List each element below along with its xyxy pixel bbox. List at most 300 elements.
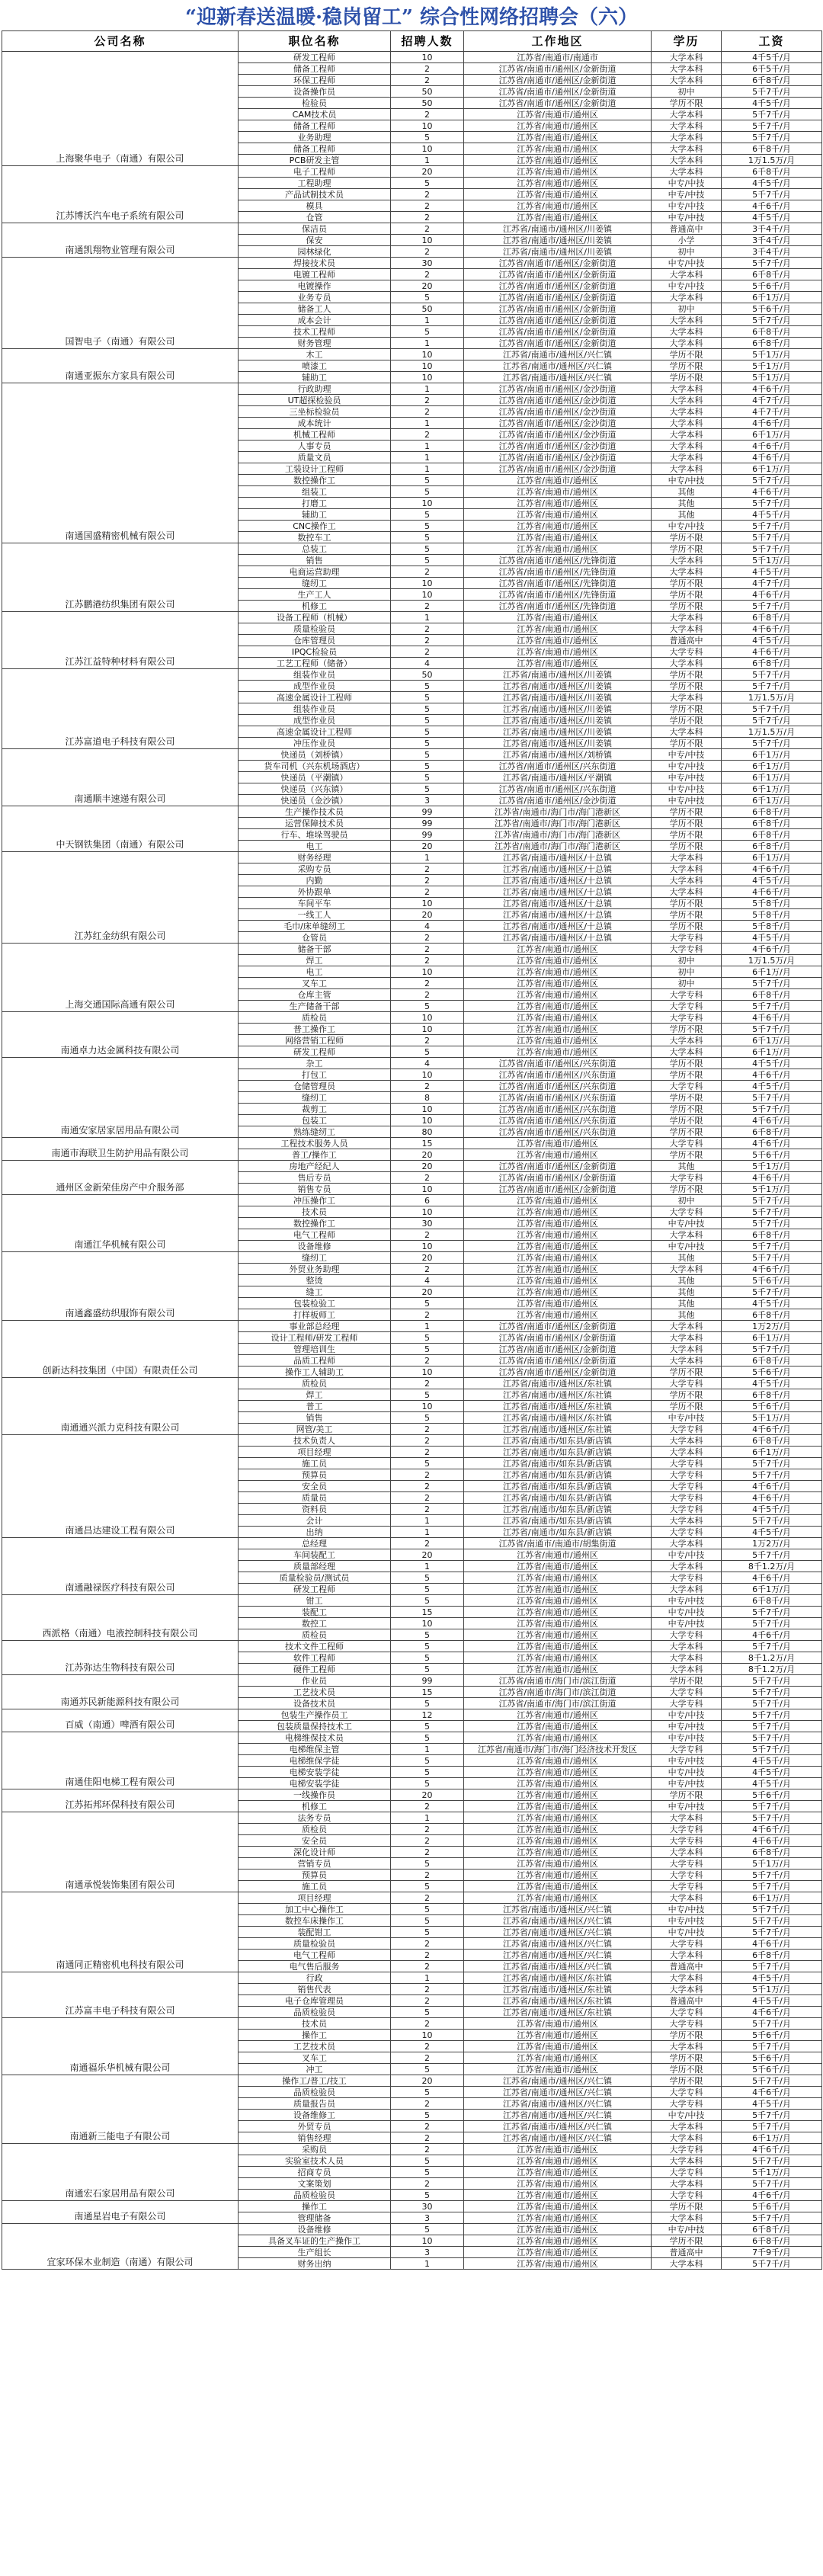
location-cell: 江苏省/南通市/通州区 — [464, 1721, 652, 1732]
salary-cell: 4千5千/月 — [722, 212, 822, 223]
position-cell: 生产工人 — [239, 589, 391, 601]
position-cell: 电气工程师 — [239, 1229, 391, 1241]
education-cell: 中专/中技 — [652, 749, 722, 761]
salary-cell: 6千8千/月 — [722, 1389, 822, 1401]
location-cell: 江苏省/南通市/通州区 — [464, 2178, 652, 2190]
position-cell: 成本会计 — [239, 315, 391, 326]
position-cell: 电梯维保学徒 — [239, 1755, 391, 1767]
company-name-cell: 通州区金新荣佳房产中介服务部 — [2, 1161, 239, 1195]
headcount-cell: 3 — [391, 2247, 464, 2258]
location-cell: 江苏省/南通市/通州区/十总镇 — [464, 863, 652, 875]
location-cell: 江苏省/南通市/通州区 — [464, 2018, 652, 2030]
salary-cell: 4千5千/月 — [722, 1378, 822, 1389]
location-cell: 江苏省/南通市/通州区 — [464, 1812, 652, 1824]
company-name-cell: 南通融禄医疗科技有限公司 — [2, 1538, 239, 1595]
position-cell: 操作工人辅助工 — [239, 1366, 391, 1378]
location-cell: 江苏省/南通市/如东县/新店镇 — [464, 1435, 652, 1447]
location-cell: 江苏省/南通市/通州区 — [464, 978, 652, 989]
salary-cell: 4千6千/月 — [722, 2007, 822, 2018]
headcount-cell: 30 — [391, 1218, 464, 1229]
location-cell: 江苏省/南通市/通州区 — [464, 543, 652, 555]
education-cell: 中专/中技 — [652, 795, 722, 806]
education-cell: 大学本科 — [652, 1892, 722, 1904]
company-name-cell: 国智电子（南通）有限公司 — [2, 258, 239, 349]
salary-cell: 5千7千/月 — [722, 1618, 822, 1629]
salary-cell: 1万1.5万/月 — [722, 155, 822, 166]
headcount-cell: 5 — [391, 2167, 464, 2178]
salary-cell: 5千7千/月 — [722, 543, 822, 555]
salary-cell: 5千6千/月 — [722, 280, 822, 292]
headcount-cell: 1 — [391, 463, 464, 475]
location-cell: 江苏省/南通市/通州区/兴仁镇 — [464, 1915, 652, 1927]
salary-cell: 5千7千/月 — [722, 1721, 822, 1732]
position-cell: 工装设计工程师 — [239, 463, 391, 475]
education-cell: 其他 — [652, 1309, 722, 1321]
headcount-cell: 2 — [391, 1504, 464, 1515]
position-cell: 设备维修 — [239, 2224, 391, 2235]
location-cell: 江苏省/南通市/通州区/金新街道 — [464, 258, 652, 269]
education-cell: 大学专科 — [652, 1938, 722, 1950]
table-row — [2, 1789, 822, 1801]
table-row — [2, 944, 822, 955]
location-cell: 江苏省/南通市/通州区 — [464, 1892, 652, 1904]
headcount-cell: 10 — [391, 1104, 464, 1115]
headcount-cell: 4 — [391, 1275, 464, 1286]
location-cell: 江苏省/南通市/通州区 — [464, 2190, 652, 2201]
headcount-cell: 5 — [391, 509, 464, 521]
location-cell: 江苏省/南通市/通州区/兴东街道 — [464, 1126, 652, 1138]
education-cell: 大学专科 — [652, 2098, 722, 2110]
headcount-cell: 2 — [391, 2041, 464, 2052]
location-cell: 江苏省/南通市/南通市 — [464, 52, 652, 63]
education-cell: 其他 — [652, 1286, 722, 1298]
table-row — [2, 1195, 822, 1206]
job-table-body — [2, 52, 822, 2270]
position-cell: 包装工 — [239, 1115, 391, 1126]
headcount-cell: 2 — [391, 2018, 464, 2030]
education-cell: 中专/中技 — [652, 1778, 722, 1789]
headcount-cell: 2 — [391, 1984, 464, 1995]
education-cell: 学历不限 — [652, 1149, 722, 1161]
headcount-cell: 20 — [391, 1252, 464, 1264]
headcount-cell: 10 — [391, 1241, 464, 1252]
position-cell: 数控操作工 — [239, 475, 391, 486]
location-cell: 江苏省/南通市/通州区 — [464, 1595, 652, 1607]
position-cell: 生产组长 — [239, 2247, 391, 2258]
headcount-cell: 15 — [391, 1687, 464, 1698]
headcount-cell: 2 — [391, 601, 464, 612]
headcount-cell: 3 — [391, 2212, 464, 2224]
salary-cell: 5千7千/月 — [722, 1024, 822, 1035]
salary-cell: 6千8千/月 — [722, 1847, 822, 1858]
location-cell: 江苏省/南通市/通州区 — [464, 635, 652, 646]
headcount-cell: 5 — [391, 2190, 464, 2201]
position-cell: 售后专员 — [239, 1172, 391, 1184]
salary-cell: 4千7千/月 — [722, 406, 822, 418]
salary-cell: 4千6千/月 — [722, 486, 822, 498]
location-cell: 江苏省/南通市/通州区 — [464, 612, 652, 623]
position-cell: 研发工程师 — [239, 1046, 391, 1058]
location-cell: 江苏省/南通市/通州区/金新街道 — [464, 1172, 652, 1184]
company-name-cell: 江苏江益特种材料有限公司 — [2, 612, 239, 669]
salary-cell: 5千7千/月 — [722, 1881, 822, 1892]
location-cell: 江苏省/南通市/通州区/东社镇 — [464, 1972, 652, 1984]
location-cell: 江苏省/南通市/通州区/川姜镇 — [464, 738, 652, 749]
position-cell: 硬件工程师 — [239, 1664, 391, 1675]
location-cell: 江苏省/南通市/通州区/川姜镇 — [464, 223, 652, 235]
headcount-cell: 2 — [391, 1481, 464, 1492]
education-cell: 大学本科 — [652, 338, 722, 349]
salary-cell: 5千7千/月 — [722, 1469, 822, 1481]
position-cell: 车间装配工 — [239, 1549, 391, 1561]
salary-cell: 6千1万/月 — [722, 749, 822, 761]
salary-cell: 5千7千/月 — [722, 1904, 822, 1915]
salary-cell: 4千6千/月 — [722, 2190, 822, 2201]
education-cell: 学历不限 — [652, 703, 722, 715]
location-cell: 江苏省/南通市/通州区/东社镇 — [464, 1412, 652, 1424]
salary-cell: 5千7千/月 — [722, 2178, 822, 2190]
location-cell: 江苏省/南通市/通州区/先锋街道 — [464, 555, 652, 566]
education-cell: 大学本科 — [652, 1847, 722, 1858]
position-cell: 销售专员 — [239, 1184, 391, 1195]
headcount-cell: 10 — [391, 360, 464, 372]
education-cell: 学历不限 — [652, 1092, 722, 1104]
education-cell: 学历不限 — [652, 829, 722, 841]
location-cell: 江苏省/南通市/通州区 — [464, 1607, 652, 1618]
position-cell: 普工操作工 — [239, 1024, 391, 1035]
salary-cell: 4千6千/月 — [722, 1138, 822, 1149]
headcount-cell: 10 — [391, 52, 464, 63]
position-cell: PCB研发主管 — [239, 155, 391, 166]
salary-cell: 4千6千/月 — [722, 1264, 822, 1275]
salary-cell: 5千7千/月 — [722, 315, 822, 326]
position-cell: 营销专员 — [239, 1858, 391, 1870]
location-cell: 江苏省/南通市/如东县/新店镇 — [464, 1481, 652, 1492]
headcount-cell: 20 — [391, 909, 464, 921]
education-cell: 学历不限 — [652, 1389, 722, 1401]
location-cell: 江苏省/南通市/通州区 — [464, 2212, 652, 2224]
headcount-cell: 2 — [391, 2144, 464, 2155]
location-cell: 江苏省/南通市/通州区 — [464, 1012, 652, 1024]
education-cell: 大学本科 — [652, 566, 722, 578]
position-cell: 房地产经纪人 — [239, 1161, 391, 1172]
company-name-cell: 百威（南通）啤酒有限公司 — [2, 1709, 239, 1732]
location-cell: 江苏省/南通市/通州区 — [464, 1264, 652, 1275]
headcount-cell: 4 — [391, 658, 464, 669]
salary-cell: 1万2万/月 — [722, 1538, 822, 1549]
location-cell: 江苏省/南通市/通州区 — [464, 212, 652, 223]
education-cell: 大学本科 — [652, 658, 722, 669]
position-cell: 财务经理 — [239, 852, 391, 863]
headcount-cell: 5 — [391, 681, 464, 692]
position-cell: 施工员 — [239, 1881, 391, 1892]
position-cell: 叉车工 — [239, 2052, 391, 2064]
salary-cell: 4千6千/月 — [722, 1172, 822, 1184]
headcount-cell: 2 — [391, 2132, 464, 2144]
education-cell: 大学专科 — [652, 1138, 722, 1149]
headcount-cell: 3 — [391, 795, 464, 806]
salary-cell: 4千6千/月 — [722, 589, 822, 601]
headcount-cell: 2 — [391, 886, 464, 898]
salary-cell: 5千7千/月 — [722, 2018, 822, 2030]
education-cell: 大学本科 — [652, 395, 722, 406]
position-cell: 研发工程师 — [239, 52, 391, 63]
education-cell: 中专/中技 — [652, 1241, 722, 1252]
location-cell: 江苏省/南通市/通州区 — [464, 109, 652, 120]
location-cell: 江苏省/南通市/通州区/川姜镇 — [464, 235, 652, 246]
company-name-cell: 南通昌达建设工程有限公司 — [2, 1435, 239, 1538]
company-name-cell: 江苏富丰电子科技有限公司 — [2, 1972, 239, 2018]
location-cell: 江苏省/南通市/通州区/十总镇 — [464, 932, 652, 944]
position-cell: 高速金属设计工程师 — [239, 692, 391, 703]
education-cell: 大学专科 — [652, 989, 722, 1001]
table-row — [2, 2018, 822, 2030]
education-cell: 中专/中技 — [652, 280, 722, 292]
salary-cell: 4千6千/月 — [722, 1012, 822, 1024]
position-cell: 成型作业员 — [239, 715, 391, 726]
education-cell: 大学专科 — [652, 1698, 722, 1709]
location-cell: 江苏省/南通市/通州区 — [464, 1709, 652, 1721]
position-cell: 工艺工程师（储备） — [239, 658, 391, 669]
location-cell: 江苏省/南通市/通州区 — [464, 646, 652, 658]
position-cell: 事业部总经理 — [239, 1321, 391, 1332]
salary-cell: 5千7千/月 — [722, 738, 822, 749]
headcount-cell: 30 — [391, 258, 464, 269]
salary-cell: 5千7千/月 — [722, 1915, 822, 1927]
education-cell: 大学本科 — [652, 886, 722, 898]
position-cell: 打样板师工 — [239, 1309, 391, 1321]
salary-cell: 3千4千/月 — [722, 235, 822, 246]
education-cell: 大学专科 — [652, 1081, 722, 1092]
position-cell: 设备维修 — [239, 1241, 391, 1252]
location-cell: 江苏省/南通市/通州区 — [464, 1149, 652, 1161]
education-cell: 学历不限 — [652, 921, 722, 932]
location-cell: 江苏省/南通市/通州区 — [464, 2144, 652, 2155]
position-cell: 销售 — [239, 1412, 391, 1424]
education-cell: 大学本科 — [652, 463, 722, 475]
headcount-cell: 1 — [391, 1515, 464, 1527]
location-cell: 江苏省/南通市/通州区/金新街道 — [464, 75, 652, 86]
education-cell: 大学本科 — [652, 612, 722, 623]
education-cell: 学历不限 — [652, 372, 722, 383]
location-cell: 江苏省/南通市/通州区/十总镇 — [464, 875, 652, 886]
header-salary: 工资 — [722, 31, 822, 52]
education-cell: 大学专科 — [652, 1172, 722, 1184]
table-row — [2, 612, 822, 623]
table-row — [2, 383, 822, 395]
salary-cell: 5千7千/月 — [722, 189, 822, 200]
location-cell: 江苏省/南通市/通州区 — [464, 2167, 652, 2178]
location-cell: 江苏省/南通市/通州区/兴仁镇 — [464, 372, 652, 383]
position-cell: 总经理 — [239, 1538, 391, 1549]
position-cell: 数控工 — [239, 1618, 391, 1629]
company-name-cell: 南通国盛精密机械有限公司 — [2, 383, 239, 543]
table-row — [2, 852, 822, 863]
position-cell: 一线操作员 — [239, 1789, 391, 1801]
headcount-cell: 2 — [391, 1938, 464, 1950]
table-row — [2, 1161, 822, 1172]
headcount-cell: 5 — [391, 132, 464, 143]
headcount-cell: 5 — [391, 692, 464, 703]
education-cell: 大学本科 — [652, 383, 722, 395]
position-cell: 组装作业员 — [239, 669, 391, 681]
headcount-cell: 20 — [391, 1149, 464, 1161]
location-cell: 江苏省/南通市/通州区/金新街道 — [464, 63, 652, 75]
location-cell: 江苏省/南通市/通州区/东社镇 — [464, 1995, 652, 2007]
headcount-cell: 2 — [391, 189, 464, 200]
location-cell: 江苏省/南通市/通州区 — [464, 2235, 652, 2247]
salary-cell: 6千1万/月 — [722, 1447, 822, 1458]
salary-cell: 5千6千/月 — [722, 303, 822, 315]
education-cell: 大学本科 — [652, 875, 722, 886]
headcount-cell: 2 — [391, 63, 464, 75]
salary-cell: 6千1万/月 — [722, 1046, 822, 1058]
position-cell: 运营保障技术员 — [239, 818, 391, 829]
position-cell: 外贸专员 — [239, 2121, 391, 2132]
location-cell: 江苏省/南通市/如东县/新店镇 — [464, 1458, 652, 1469]
salary-cell: 7千9千/月 — [722, 2247, 822, 2258]
header-company: 公司名称 — [2, 31, 239, 52]
education-cell: 中专/中技 — [652, 2110, 722, 2121]
location-cell: 江苏省/南通市/通州区 — [464, 989, 652, 1001]
position-cell: 资料员 — [239, 1504, 391, 1515]
location-cell: 江苏省/南通市/通州区/兴东街道 — [464, 761, 652, 772]
location-cell: 江苏省/南通市/通州区 — [464, 1801, 652, 1812]
headcount-cell: 15 — [391, 1138, 464, 1149]
position-cell: 质检员 — [239, 1378, 391, 1389]
location-cell: 江苏省/南通市/通州区 — [464, 486, 652, 498]
headcount-cell: 2 — [391, 955, 464, 966]
position-cell: 加工中心操作工 — [239, 1904, 391, 1915]
location-cell: 江苏省/南通市/通州区 — [464, 1584, 652, 1595]
education-cell: 大学本科 — [652, 1561, 722, 1572]
education-cell: 大学专科 — [652, 1424, 722, 1435]
salary-cell: 5千7千/月 — [722, 521, 822, 532]
position-cell: 机修工 — [239, 1801, 391, 1812]
education-cell: 学历不限 — [652, 909, 722, 921]
location-cell: 江苏省/南通市/海门市/滨江街道 — [464, 1698, 652, 1709]
position-cell: 具备叉车证的生产操作工 — [239, 2235, 391, 2247]
education-cell: 大学专科 — [652, 2190, 722, 2201]
position-cell: 检验员 — [239, 98, 391, 109]
position-cell: 网管/美工 — [239, 1424, 391, 1435]
location-cell: 江苏省/南通市/如东县/新店镇 — [464, 1504, 652, 1515]
headcount-cell: 2 — [391, 1264, 464, 1275]
salary-cell: 3千4千/月 — [722, 223, 822, 235]
salary-cell: 5千1万/月 — [722, 372, 822, 383]
education-cell: 学历不限 — [652, 98, 722, 109]
education-cell: 学历不限 — [652, 898, 722, 909]
location-cell: 江苏省/南通市/海门市/海门港新区 — [464, 806, 652, 818]
headcount-cell: 5 — [391, 1389, 464, 1401]
position-cell: 机械工程师 — [239, 429, 391, 441]
education-cell: 学历不限 — [652, 669, 722, 681]
education-cell: 大学专科 — [652, 646, 722, 658]
position-cell: 包装检验工 — [239, 1298, 391, 1309]
salary-cell: 5千7千/月 — [722, 1515, 822, 1527]
position-cell: IPQC检验员 — [239, 646, 391, 658]
headcount-cell: 5 — [391, 1584, 464, 1595]
table-row — [2, 52, 822, 63]
education-cell: 其他 — [652, 1275, 722, 1286]
education-cell: 大学本科 — [652, 155, 722, 166]
headcount-cell: 6 — [391, 1195, 464, 1206]
education-cell: 学历不限 — [652, 578, 722, 589]
location-cell: 江苏省/南通市/通州区 — [464, 509, 652, 521]
headcount-cell: 50 — [391, 86, 464, 98]
location-cell: 江苏省/南通市/通州区 — [464, 1835, 652, 1847]
education-cell: 中专/中技 — [652, 772, 722, 783]
education-cell: 学历不限 — [652, 1789, 722, 1801]
headcount-cell: 2 — [391, 989, 464, 1001]
location-cell: 江苏省/南通市/通州区/金沙街道 — [464, 795, 652, 806]
headcount-cell: 1 — [391, 612, 464, 623]
education-cell: 学历不限 — [652, 2064, 722, 2075]
education-cell: 学历不限 — [652, 1115, 722, 1126]
position-cell: 三坐标检验员 — [239, 406, 391, 418]
salary-cell: 4千6千/月 — [722, 1572, 822, 1584]
salary-cell: 5千6千/月 — [722, 1366, 822, 1378]
education-cell: 大学本科 — [652, 1538, 722, 1549]
position-cell: UT超探检验员 — [239, 395, 391, 406]
location-cell: 江苏省/南通市/通州区 — [464, 1881, 652, 1892]
headcount-cell: 2 — [391, 269, 464, 280]
education-cell: 中专/中技 — [652, 761, 722, 772]
salary-cell: 5千7千/月 — [722, 1698, 822, 1709]
position-cell: 裁剪工 — [239, 1104, 391, 1115]
location-cell: 江苏省/南通市/通州区 — [464, 1732, 652, 1744]
headcount-cell: 10 — [391, 1024, 464, 1035]
location-cell: 江苏省/南通市/通州区 — [464, 1755, 652, 1767]
headcount-cell: 10 — [391, 578, 464, 589]
education-cell: 大学本科 — [652, 1035, 722, 1046]
salary-cell: 5千6千/月 — [722, 2030, 822, 2041]
education-cell: 大学专科 — [652, 1469, 722, 1481]
table-row — [2, 166, 822, 178]
position-cell: 行车、堆垛驾驶员 — [239, 829, 391, 841]
education-cell: 普通高中 — [652, 635, 722, 646]
salary-cell: 6千8千/月 — [722, 1435, 822, 1447]
education-cell: 中专/中技 — [652, 1732, 722, 1744]
position-cell: 园林绿化 — [239, 246, 391, 258]
position-cell: 采购员 — [239, 2144, 391, 2155]
position-cell: 储备工程师 — [239, 120, 391, 132]
education-cell: 大学本科 — [652, 315, 722, 326]
position-cell: 冲压操作工 — [239, 1195, 391, 1206]
location-cell: 江苏省/南通市/通州区/金新街道 — [464, 1161, 652, 1172]
headcount-cell: 5 — [391, 1732, 464, 1744]
headcount-cell: 5 — [391, 2110, 464, 2121]
table-row — [2, 1892, 822, 1904]
position-cell: 仓库管理员 — [239, 635, 391, 646]
position-cell: 深化设计师 — [239, 1847, 391, 1858]
location-cell: 江苏省/南通市/通州区 — [464, 1767, 652, 1778]
salary-cell: 4千6千/月 — [722, 623, 822, 635]
salary-cell: 6千1万/月 — [722, 783, 822, 795]
position-cell: 电梯安装学徒 — [239, 1767, 391, 1778]
position-cell: 缝工 — [239, 1286, 391, 1298]
header-location: 工作地区 — [464, 31, 652, 52]
salary-cell: 1万1.5万/月 — [722, 726, 822, 738]
headcount-cell: 10 — [391, 1618, 464, 1629]
position-cell: 预算员 — [239, 1469, 391, 1481]
position-cell: 质量检验员/测试员 — [239, 1572, 391, 1584]
position-cell: 品质检验员 — [239, 2007, 391, 2018]
position-cell: 数控车床操作工 — [239, 1915, 391, 1927]
salary-cell: 6千8千/月 — [722, 269, 822, 280]
position-cell: 装配钳工 — [239, 1927, 391, 1938]
location-cell: 江苏省/南通市/通州区 — [464, 1652, 652, 1664]
